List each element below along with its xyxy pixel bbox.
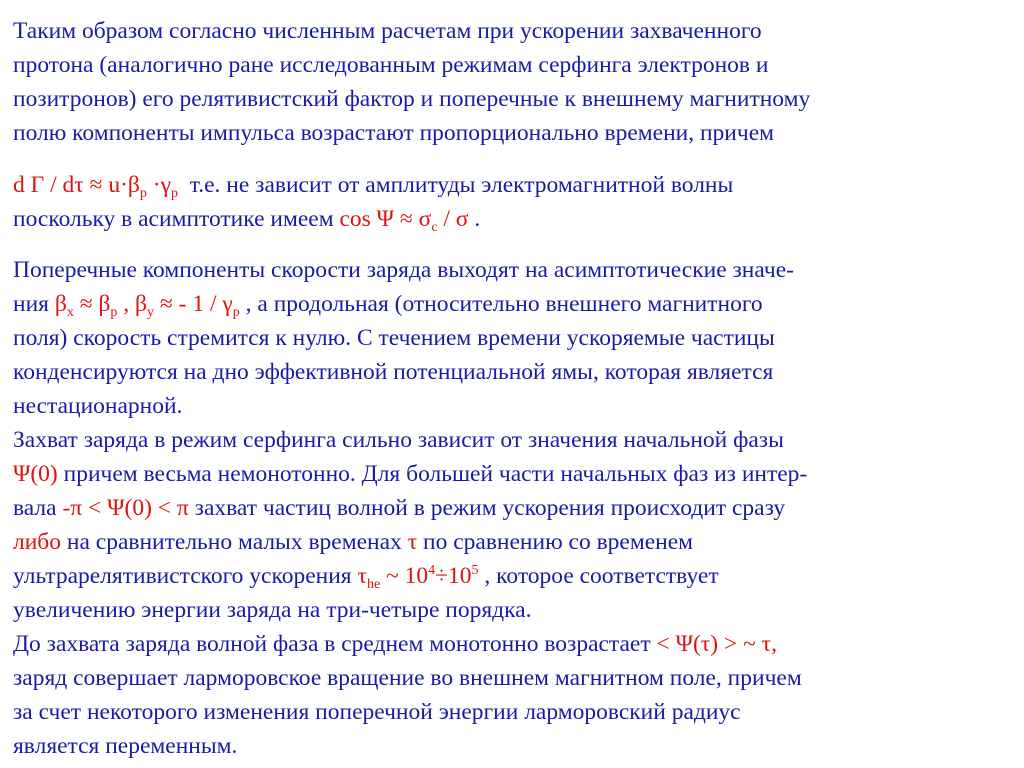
text-line: Ψ(0) причем весьма немонотонно. Для большей части начальных фаз из интер-: [13, 461, 808, 487]
formula-tau: τ: [407, 529, 418, 555]
formula-psi0: Ψ(0): [13, 461, 58, 487]
text-line: конденсируются на дно эффективной потенциальной ямы, которая является: [13, 359, 774, 385]
formula-phase-growth: < Ψ(τ) > ~ τ,: [656, 631, 777, 657]
paragraph-3: [13, 253, 994, 423]
text-line: заряд совершает ларморовское вращение во внешнем магнитном поле, причем: [13, 665, 802, 691]
formula-tau-he: $\tau_{he}$ ~ $10^4\div 10^5$: [357, 563, 479, 592]
text-segment: поскольку в асимптотике имеем: [13, 206, 334, 232]
text-line: полю компоненты импульса возрастают пропорционально времени, причем: [13, 120, 774, 146]
formula-phase-range: -π < Ψ(0) < π: [62, 495, 189, 521]
paragraph-2: [13, 168, 994, 236]
formula-beta-asymptotics: $\beta_x \approx \beta_p$ , $\beta_y$ ≈ - $1 / \gamma_p$: [54, 291, 240, 320]
text-line: Захват заряда в режим серфинга сильно зависит от значения начальной фазы: [13, 427, 784, 453]
formula-gamma-rate: d $\Gamma / d\tau \approx u\cdot\beta_p \cdot\gamma_p$: [13, 172, 178, 201]
text-line: протона (аналогично ране исследованным режимам серфинга электронов и: [13, 52, 769, 78]
text-line: позитронов) его релятивистский фактор и поперечные к внешнему магнитному: [13, 86, 811, 112]
text-line: вала -π < Ψ(0) < π захват частиц волной в режим ускорения происходит сразу: [13, 495, 786, 521]
text-line: поля) скорость стремится к нулю. С течением времени ускоряемые частицы: [13, 325, 775, 351]
paragraph-4: [13, 423, 994, 627]
text-line: До захвата заряда волной фаза в среднем монотонно возрастает < Ψ(τ) > ~ τ,: [13, 631, 777, 657]
text-line: увеличению энергии заряда на три-четыре порядка.: [13, 597, 532, 623]
text-line: является переменным.: [13, 733, 238, 759]
paragraph-5: [13, 627, 994, 763]
formula-cos-psi: $\cos \Psi \approx \sigma_c / \sigma$: [339, 206, 469, 235]
highlight-either: либо: [13, 529, 62, 555]
text-line: либо на сравнительно малых временах τ по сравнению со временем: [13, 529, 694, 555]
text-line: ния $\beta_x \approx \beta_p$ , $\beta_y$ ≈ - $1 / \gamma_p$ , а продольная (относительно внешнего магнитного: [13, 291, 763, 320]
text-line: нестационарной.: [13, 393, 183, 419]
text-line: [13, 168, 994, 202]
text-segment: т.е. не зависит от амплитуды электромагнитной волны: [189, 172, 734, 198]
text-line: ультрарелятивистского ускорения $\tau_{he}$ ~ $10^4\div 10^5$ , которое соответствует: [13, 563, 719, 592]
text-line: Поперечные компоненты скорости заряда выходят на асимптотические значе-: [13, 257, 794, 283]
text-line: Таким образом согласно численным расчетам при ускорении захваченного: [13, 18, 762, 44]
paragraph-1: [13, 14, 994, 150]
text-line: за счет некоторого изменения поперечной энергии ларморовский радиус: [13, 699, 741, 725]
text-line: поскольку в асимптотике имеем $\cos \Psi \approx \sigma_c / \sigma$ .: [13, 206, 481, 235]
